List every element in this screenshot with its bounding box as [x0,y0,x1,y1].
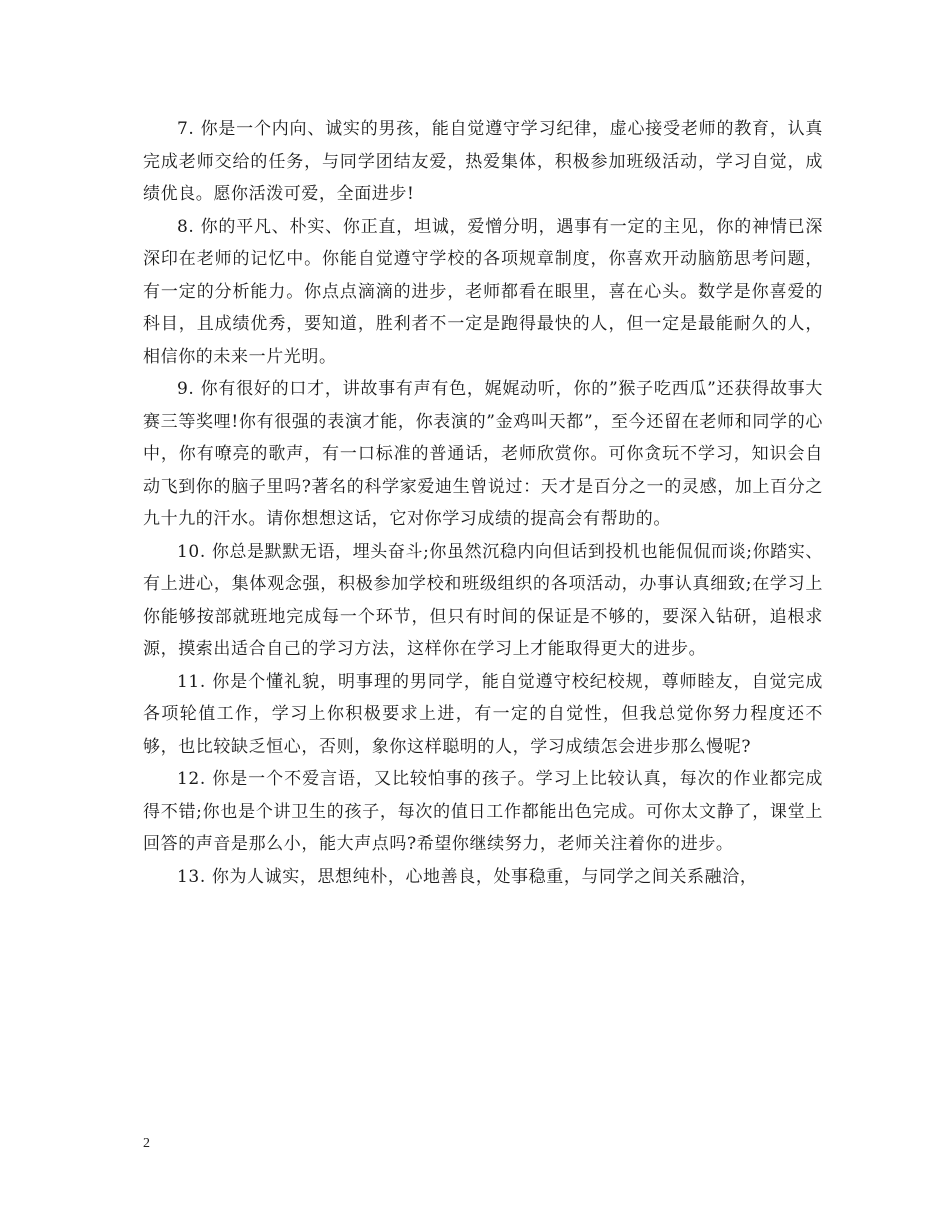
comment-paragraph-10: 10. 你总是默默无语，埋头奋斗;你虽然沉稳内向但话到投机也能侃侃而谈;你踏实、有上进心，集体观念强，积极参加学校和班级组织的各项活动，办事认真细致;在学习上你能够按部就班地完成每一个环节，但只有时间的保证是不够的，要深入钻研，追根求源，摸索出适合自己的学习方法，这样你在学习上才能取得更大的进步。 [143,541,823,659]
comment-paragraph-12: 12. 你是一个不爱言语，又比较怕事的孩子。学习上比较认真，每次的作业都完成得不错;你也是个讲卫生的孩子，每次的值日工作都能出色完成。可你太文静了，课堂上回答的声音是那么小，能大声点吗?希望你继续努力，老师关注着你的进步。 [143,769,823,854]
comment-paragraph-11: 11. 你是个懂礼貌，明事理的男同学，能自觉遵守校纪校规，尊师睦友，自觉完成各项轮值工作，学习上你积极要求上进，有一定的自觉性，但我总觉你努力程度还不够，也比较缺乏恒心，否则，象你这样聪明的人，学习成绩怎会进步那么慢呢? [143,671,823,757]
comment-paragraph-8: 8. 你的平凡、朴实、你正直，坦诚，爱憎分明，遇事有一定的主见，你的神情已深深印在老师的记忆中。你能自觉遵守学校的各项规章制度，你喜欢开动脑筋思考问题，有一定的分析能力。你点点滴滴的进步，老师都看在眼里，喜在心头。数学是你喜爱的科目，且成绩优秀，要知道，胜利者不一定是跑得最快的人，但一定是最能耐久的人，相信你的未来一片光明。 [143,216,823,367]
page-number: 2 [143,1136,150,1151]
comment-paragraph-13: 13. 你为人诚实，思想纯朴，心地善良，处事稳重，与同学之间关系融洽， [177,866,758,887]
comment-paragraph-7: 7. 你是一个内向、诚实的男孩，能自觉遵守学习纪律，虚心接受老师的教育，认真完成老师交给的任务，与同学团结友爱，热爱集体，积极参加班级活动，学习自觉，成绩优良。愿你活泼可爱，全面进步! [143,119,823,204]
document-body [143,113,823,893]
comment-paragraph-9: 9. 你有很好的口才，讲故事有声有色，娓娓动听，你的”猴子吃西瓜”还获得故事大赛三等奖哩!你有很强的表演才能，你表演的”金鸡叫天都”，至今还留在老师和同学的心中，你有嘹亮的歌声，有一口标准的普通话，老师欣赏你。可你贪玩不学习，知识会自动飞到你的脑子里吗?著名的科学家爱迪生曾说过：天才是百分之一的灵感，加上百分之九十九的汗水。请你想想这话，它对你学习成绩的提高会有帮助的。 [143,379,823,529]
